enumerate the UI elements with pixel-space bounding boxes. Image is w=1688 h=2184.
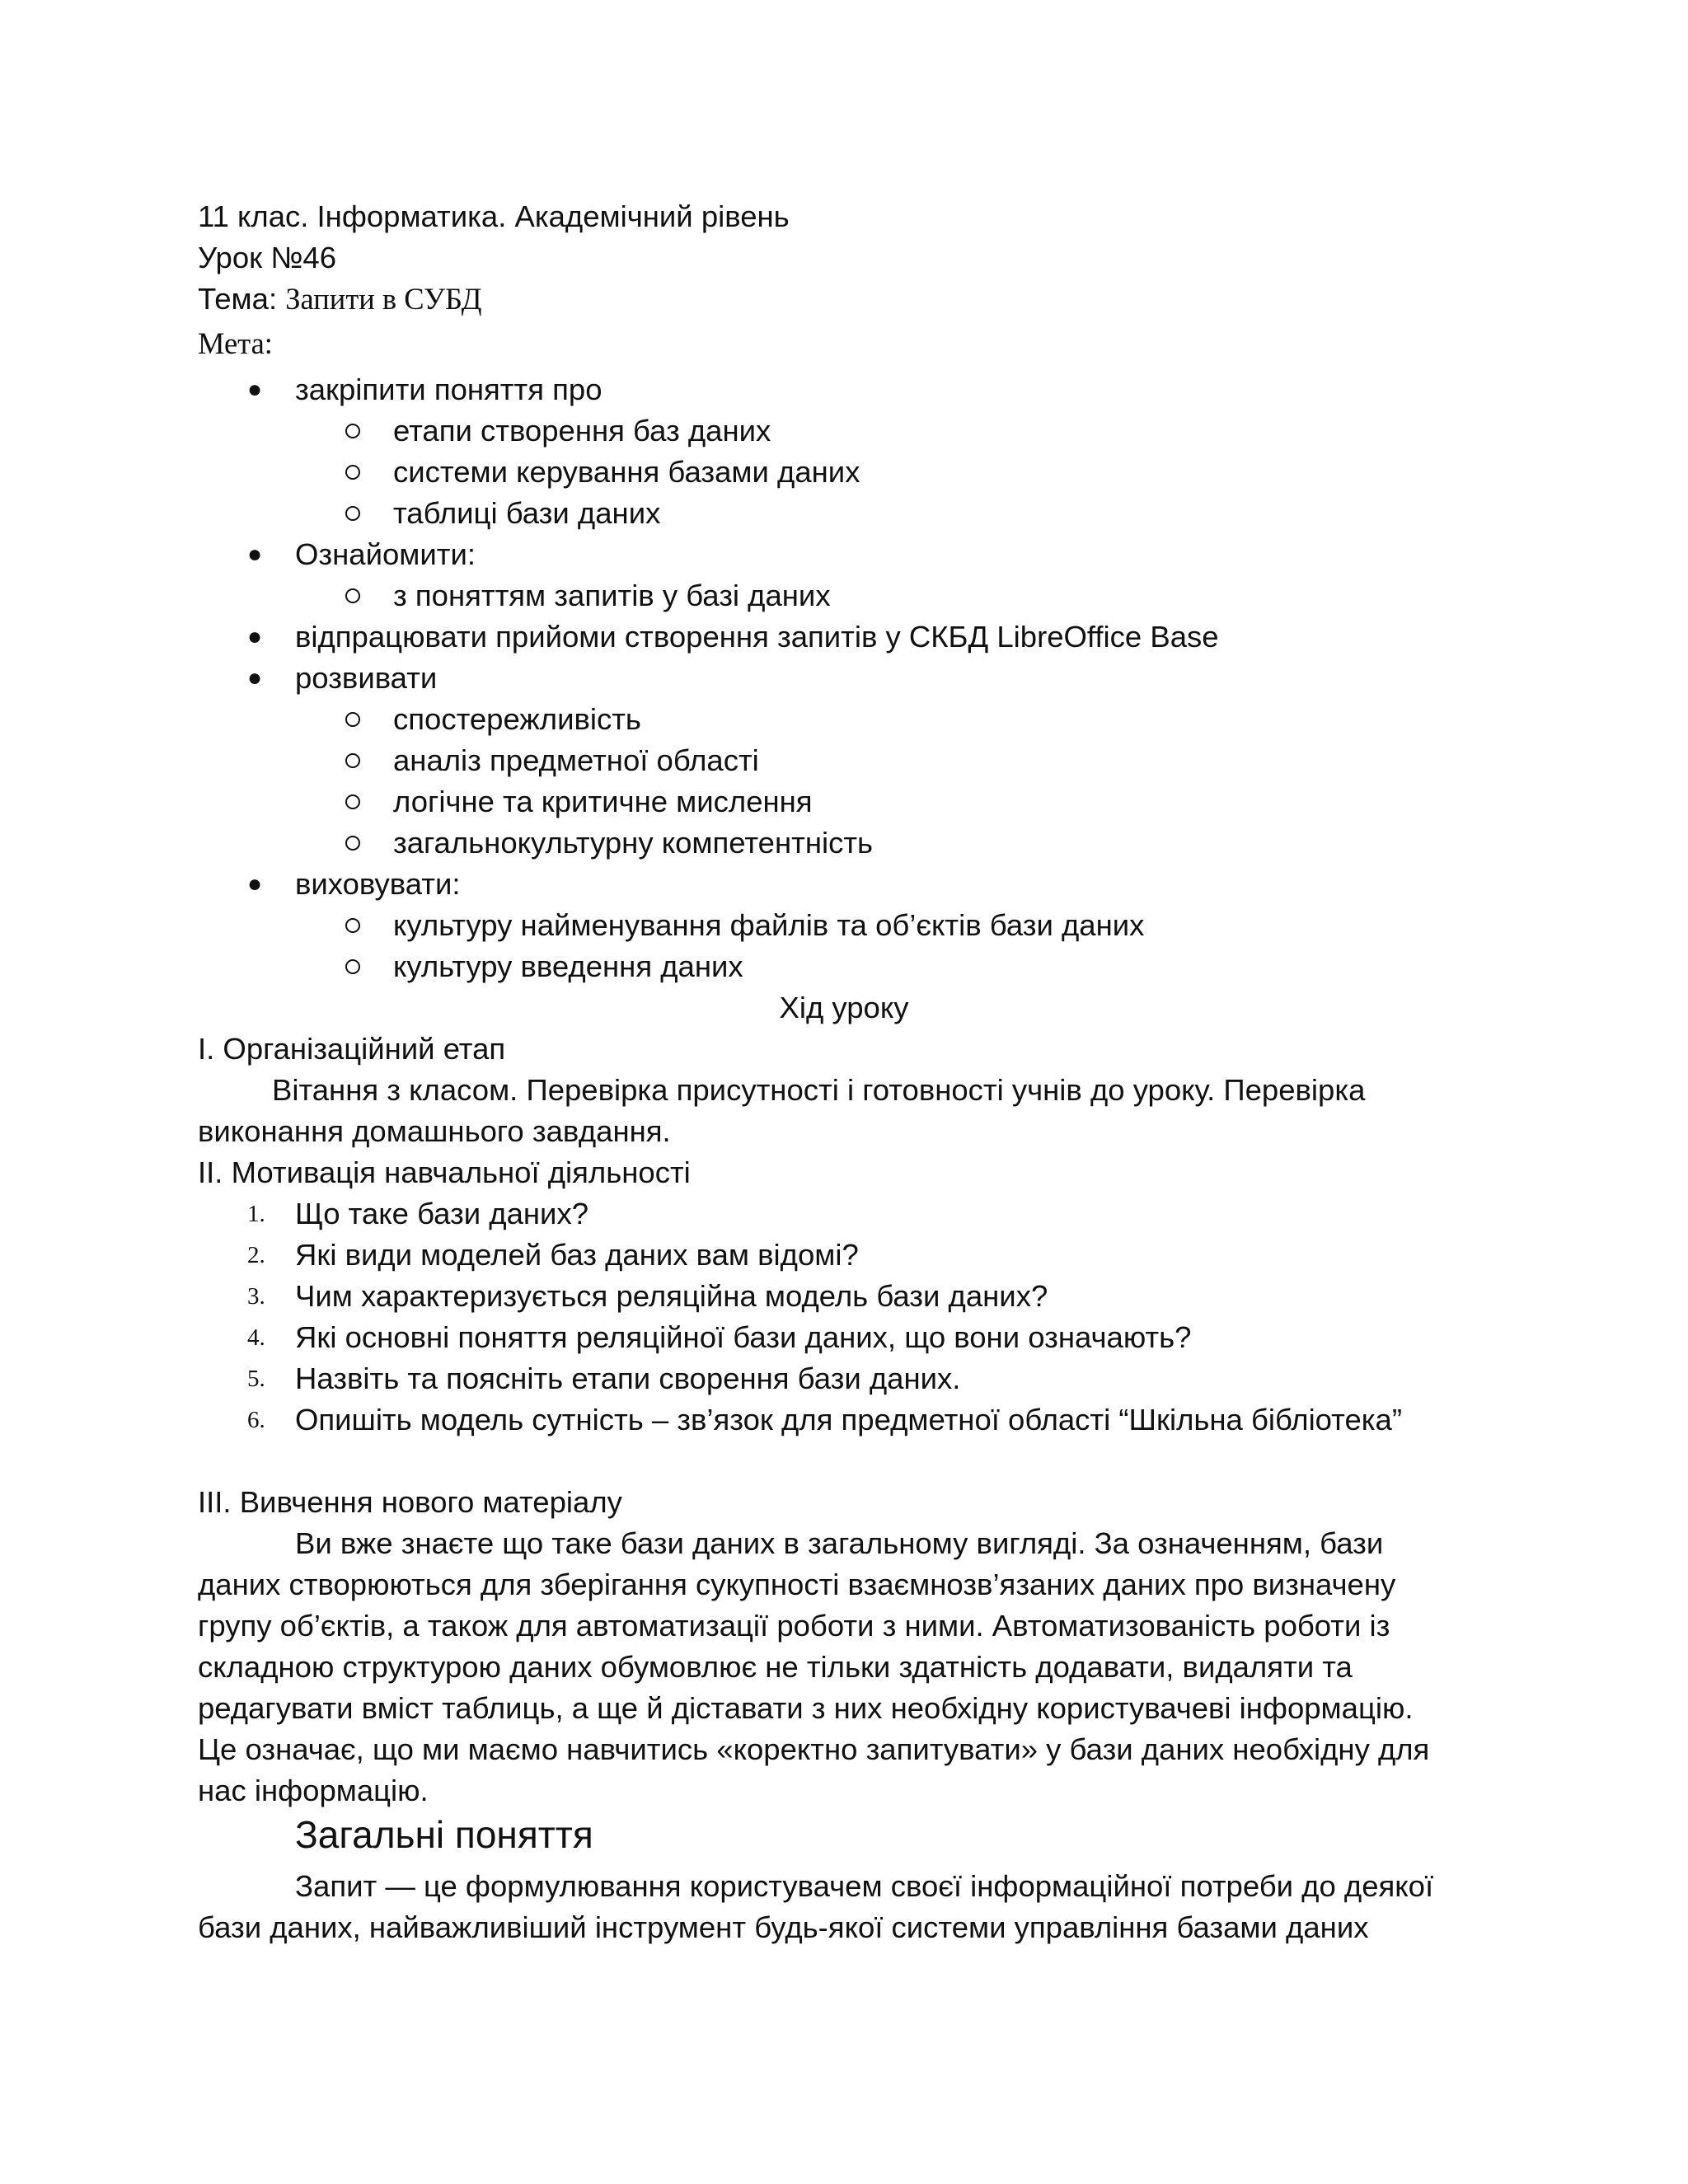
paragraph-line: нас інформацію. — [198, 1774, 429, 1807]
circle-bullet-icon — [345, 424, 360, 438]
goal-subitem: культуру введення даних — [393, 949, 743, 983]
section-1-text: виконання домашнього завдання. — [198, 1114, 671, 1148]
topic-line — [198, 279, 481, 320]
circle-bullet-icon — [345, 918, 360, 933]
bullet-icon: ● — [247, 870, 263, 898]
section-2-title: II. Мотивація навчальної діяльності — [198, 1155, 691, 1189]
goal-subitem: загальнокультурну компетентність — [393, 826, 874, 860]
goal-item: розвивати — [295, 661, 438, 695]
class-line: 11 клас. Інформатика. Академічний рівень — [198, 199, 790, 233]
bullet-icon: ● — [247, 664, 263, 691]
topic-value: Запити в СУБД — [285, 282, 482, 316]
goal-subitem: аналіз предметної області — [393, 743, 759, 777]
goal-label: Мета: — [198, 326, 273, 360]
goal-subitem: з поняттям запитів у базі даних — [393, 579, 831, 612]
paragraph-line: Ви вже знаєте що таке бази даних в загальному вигляді. За означенням, бази — [295, 1526, 1384, 1560]
section-3-title: III. Вивчення нового матеріалу — [198, 1485, 622, 1519]
question-item: Опишіть модель сутність – зв’язок для предметної області “Шкільна бібліотека” — [295, 1403, 1403, 1436]
question-item: Які види моделей баз даних вам відомі? — [295, 1238, 859, 1272]
circle-bullet-icon — [345, 753, 360, 768]
list-number: 4. — [247, 1324, 265, 1351]
subheading: Загальні поняття — [295, 1813, 593, 1856]
circle-bullet-icon — [345, 794, 360, 809]
paragraph-line: складною структурою даних обумовлює не тільки здатність додавати, видаляти та — [198, 1650, 1353, 1684]
goal-subitem: етапи створення баз даних — [393, 414, 771, 448]
circle-bullet-icon — [345, 959, 360, 974]
list-number: 6. — [247, 1407, 265, 1433]
circle-bullet-icon — [345, 712, 360, 727]
lesson-number: Урок №46 — [198, 241, 337, 274]
section-1-title: I. Організаційний етап — [198, 1032, 506, 1066]
goal-item: закріпити поняття про — [295, 373, 603, 406]
circle-bullet-icon — [345, 588, 360, 603]
goal-subitem: спостережливість — [393, 702, 641, 736]
bullet-icon: ● — [247, 376, 263, 403]
goal-subitem: системи керування базами даних — [393, 455, 860, 489]
definition-line: бази даних, найважливіший інструмент будь-якої системи управління базами даних — [198, 1910, 1369, 1944]
list-number: 2. — [247, 1242, 265, 1268]
list-number: 1. — [247, 1201, 265, 1227]
list-number: 5. — [247, 1366, 265, 1392]
bullet-icon: ● — [247, 541, 263, 568]
circle-bullet-icon — [345, 465, 360, 480]
definition-line: Запит — це формулювання користувачем своєї інформаційної потреби до деякої — [295, 1869, 1434, 1903]
progress-title: Хід уроку — [779, 991, 909, 1024]
topic-label: Тема: — [198, 282, 278, 316]
goal-subitem: таблиці бази даних — [393, 496, 661, 530]
circle-bullet-icon — [345, 506, 360, 521]
paragraph-line: Це означає, що ми маємо навчитись «коректно запитувати» у бази даних необхідну для — [198, 1732, 1430, 1766]
question-item: Чим характеризується реляційна модель бази даних? — [295, 1279, 1048, 1313]
question-item: Назвіть та поясніть етапи сворення бази даних. — [295, 1361, 961, 1395]
section-1-text: Вітання з класом. Перевірка присутності і готовності учнів до уроку. Перевірка — [272, 1073, 1366, 1107]
paragraph-line: редагувати вміст таблиць, а ще й діставати з них необхідну користувачеві інформацію. — [198, 1691, 1414, 1725]
bullet-icon: ● — [247, 623, 263, 650]
paragraph-line: даних створюються для зберігання сукупності взаємнозв’язаних даних про визначену — [198, 1568, 1396, 1601]
paragraph-line: групу об’єктів, а також для автоматизації роботи з ними. Автоматизованість роботи із — [198, 1609, 1390, 1643]
goal-item: відпрацювати прийоми створення запитів у СКБД LibreOffice Base — [295, 620, 1219, 654]
goal-subitem: логічне та критичне мислення — [393, 785, 813, 818]
circle-bullet-icon — [345, 836, 360, 851]
question-item: Які основні поняття реляційної бази даних, що вони означають? — [295, 1320, 1192, 1354]
goal-item: виховувати: — [295, 867, 461, 901]
list-number: 3. — [247, 1283, 265, 1310]
question-item: Що таке бази даних? — [295, 1197, 588, 1230]
goal-subitem: культуру найменування файлів та об’єктів бази даних — [393, 908, 1145, 942]
goal-item: Ознайомити: — [295, 537, 476, 571]
